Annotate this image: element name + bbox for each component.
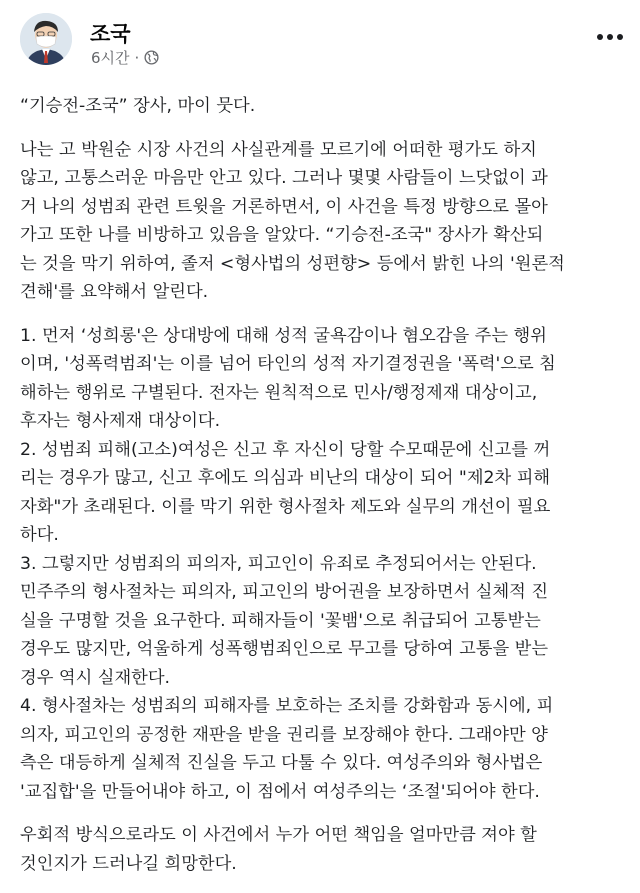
more-horizontal-icon — [596, 33, 624, 41]
post-line: 1. 먼저 ‘성희롱'은 상대방에 대해 성적 굴욕감이나 혐오감을 주는 행위 — [20, 325, 547, 346]
post-body — [20, 92, 622, 893]
post-line: 가고 또한 나를 비방하고 있음을 알았다. “기승전-조국" 장사가 확산되 — [20, 225, 544, 245]
post-paragraph-closing — [20, 821, 622, 878]
post-line: 우회적 방식으로라도 이 사건에서 누가 어떤 책임을 얼마만큼 져야 할 — [20, 825, 537, 845]
more-options-button[interactable] — [592, 22, 628, 52]
post-line: 민주주의 형사절차는 피의자, 피고인의 방어권을 보장하면서 실체적 진 — [20, 582, 549, 602]
post-line: '교집합'을 만들어내야 하고, 이 점에서 여성주의는 ‘조절'되어야 한다. — [20, 781, 540, 802]
post-line: 리는 경우가 많고, 신고 후에도 의심과 비난의 대상이 되어 "제2차 피해 — [20, 468, 551, 488]
post-line: 거 나의 성범죄 관련 트윗을 거론하면서, 이 사건을 특정 방향으로 몰아 — [20, 196, 548, 217]
post-line: 의자, 피고인의 공정한 재판을 받을 권리를 보장해야 한다. 그래야만 양 — [20, 724, 548, 745]
post-header — [0, 0, 640, 80]
post-time[interactable]: 6시간 — [91, 49, 130, 67]
post-line: 실을 구명할 것을 요구한다. 피해자들이 '꽃뱀'으로 취급되어 고통받는 — [20, 610, 541, 631]
post-line: 4. 형사절차는 성범죄의 피해자를 보호하는 조치를 강화함과 동시에, 피 — [20, 696, 554, 716]
post-line: 않고, 고통스러운 마음만 안고 있다. 그러나 몇몇 사람들이 느닷없이 과 — [20, 168, 548, 188]
post-line: 하다. — [20, 525, 59, 545]
post-line: 2. 성범죄 피해(고소)여성은 신고 후 자신이 당할 수모때문에 신고를 꺼 — [20, 439, 551, 460]
post-line: 해하는 행위로 구별된다. 전자는 원칙적으로 민사/행정제재 대상이고, — [20, 382, 538, 403]
post-line: 는 것을 막기 위하여, 졸저 <형사법의 성편향> 등에서 밝힌 나의 '원론적 — [20, 253, 565, 274]
post-line: 3. 그렇지만 성범죄의 피의자, 피고인이 유죄로 추정되어서는 안된다. — [20, 553, 537, 574]
post-line: 이며, '성폭력범죄'는 이를 넘어 타인의 성적 자기결정권을 '폭력'으로 침 — [20, 354, 556, 374]
globe-icon[interactable] — [144, 50, 159, 65]
post-line: 경우도 많지만, 억울하게 성폭행범죄인으로 무고를 당하여 고통을 받는 — [20, 639, 549, 659]
post-line: 경우 역시 실재한다. — [20, 667, 171, 688]
author-name[interactable]: 조국 — [90, 22, 131, 46]
post-line: 자화"가 초래된다. 이를 막기 위한 형사절차 제도와 실무의 개선이 필요 — [20, 496, 551, 517]
post-line: “기승전-조국” 장사, 마이 뭇다. — [20, 96, 256, 116]
post-paragraph-title — [20, 92, 622, 121]
avatar-illustration — [20, 13, 72, 65]
post-line: 견해'를 요약해서 알린다. — [20, 282, 209, 302]
author-avatar[interactable] — [20, 13, 72, 65]
post-paragraph-intro — [20, 136, 622, 307]
post-line: 것인지가 드러나길 희망한다. — [20, 853, 237, 874]
post-line: 측은 대등하게 실체적 진실을 두고 다툴 수 있다. 여성주의와 형사법은 — [20, 753, 543, 773]
post-line: 후자는 형사제재 대상이다. — [20, 411, 221, 431]
meta-separator: · — [134, 48, 140, 67]
post-paragraph-points — [20, 322, 622, 807]
post-line: 나는 고 박원순 시장 사건의 사실관계를 모르기에 어떠한 평가도 하지 — [20, 139, 537, 160]
post-meta — [91, 47, 159, 68]
